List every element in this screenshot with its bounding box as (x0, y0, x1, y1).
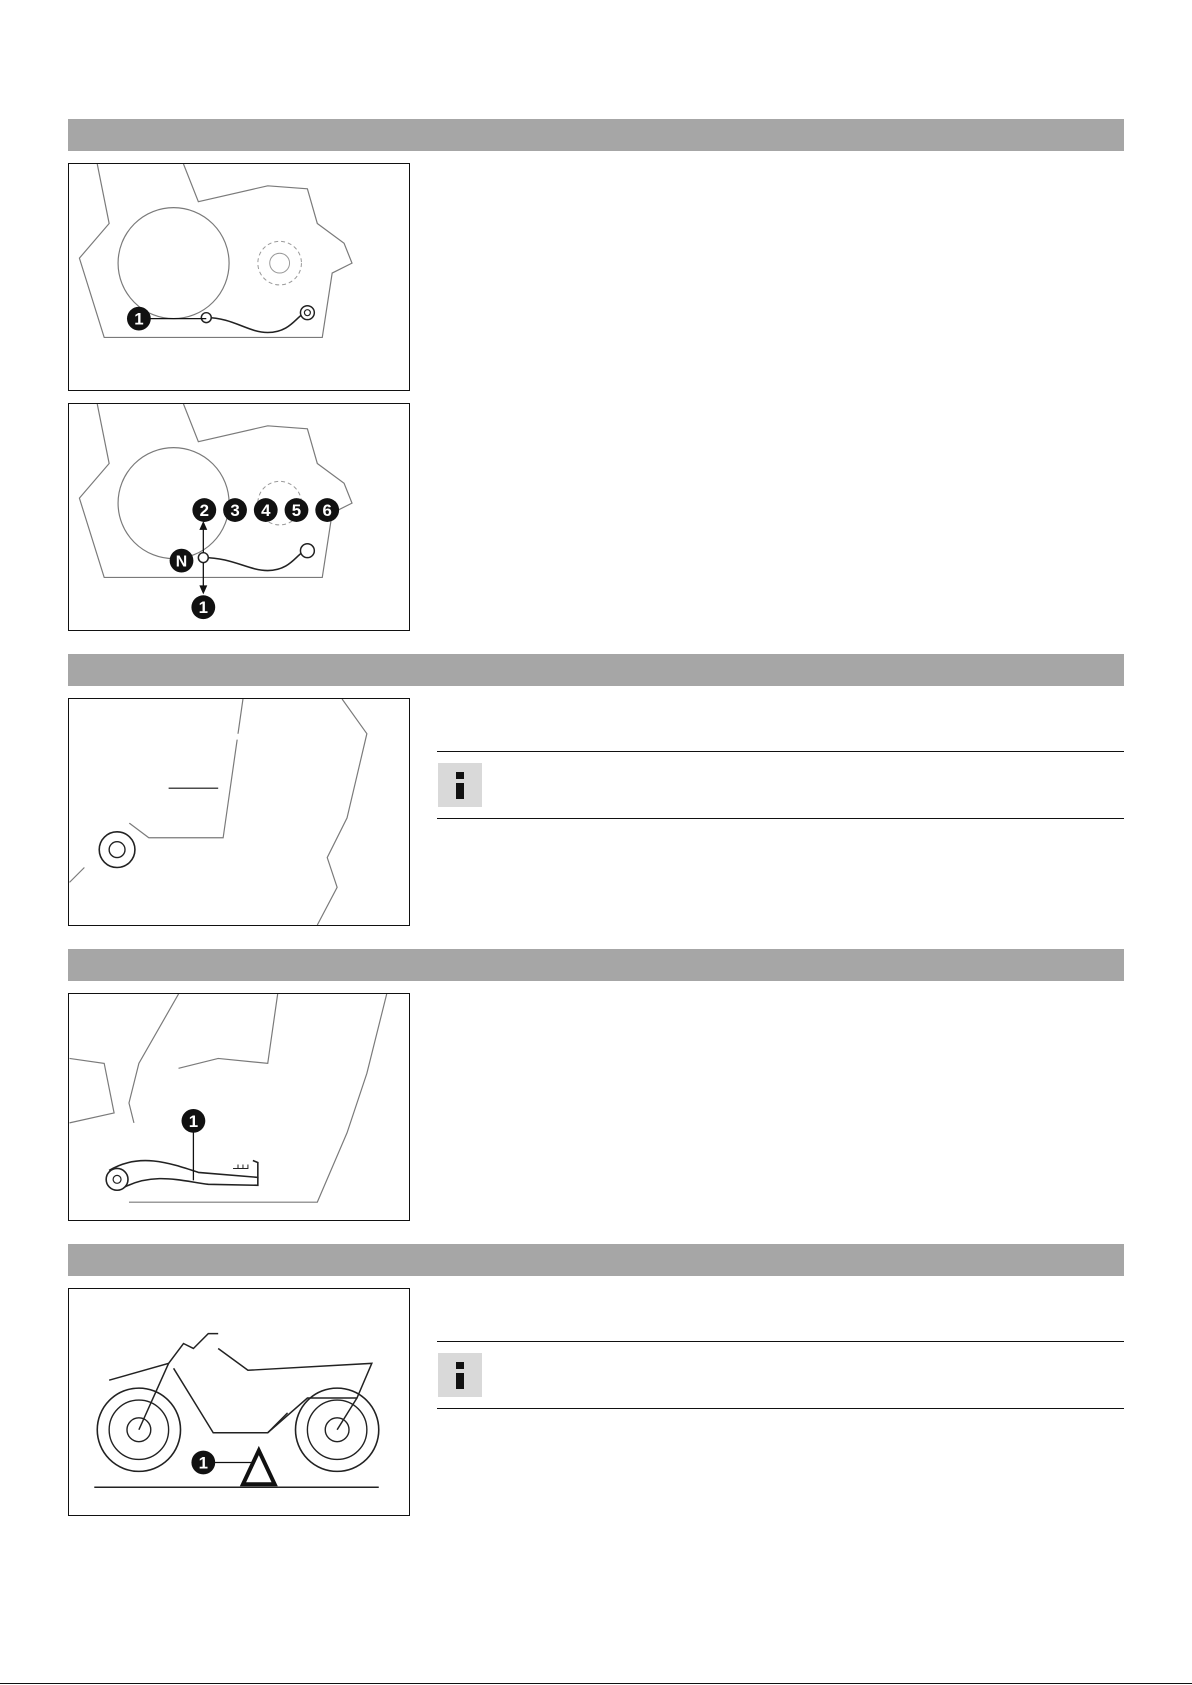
svg-text:1: 1 (188, 1111, 199, 1131)
svg-text:5: 5 (291, 501, 302, 521)
figure-foot-brake (68, 993, 410, 1221)
svg-text:3: 3 (230, 501, 240, 521)
info-note-1 (437, 751, 1124, 819)
svg-text:N: N (175, 553, 188, 571)
svg-text:6: 6 (322, 501, 332, 521)
section-header-bar-3 (68, 949, 1124, 981)
svg-text:4: 4 (261, 501, 271, 521)
section-header-bar-2 (68, 654, 1124, 686)
callout-1 (191, 1451, 215, 1475)
gear-sprocket-icon (258, 241, 302, 285)
shift-gear-3-badge (223, 498, 247, 522)
shift-gear-2-badge (192, 498, 216, 522)
page-footer-rule (0, 1683, 1192, 1684)
stand-triangle-icon (243, 1451, 275, 1485)
svg-text:1: 1 (198, 598, 209, 618)
arrow-up-icon (199, 521, 207, 530)
shift-gear-4-badge (254, 498, 278, 522)
info-note-2 (437, 1341, 1124, 1409)
figure-shift-lever (68, 163, 410, 391)
motorcycle-icon (97, 1334, 379, 1472)
svg-text:1: 1 (134, 309, 144, 329)
figure-stand (68, 1288, 410, 1516)
shift-gear-1-badge (191, 595, 215, 619)
arrow-down-icon (199, 585, 207, 594)
shift-gear-6-badge (315, 498, 339, 522)
shift-neutral-badge (170, 549, 194, 573)
info-icon (438, 763, 482, 807)
section-header-bar-1 (68, 119, 1124, 151)
svg-text:1: 1 (198, 1453, 209, 1473)
shift-gear-5-badge (285, 498, 309, 522)
callout-1 (182, 1109, 206, 1133)
figure-shift-pattern (68, 403, 410, 631)
figure-kick-starter (68, 698, 410, 926)
svg-text:2: 2 (199, 501, 209, 521)
info-icon (438, 1353, 482, 1397)
section-header-bar-4 (68, 1244, 1124, 1276)
callout-1 (127, 307, 151, 331)
